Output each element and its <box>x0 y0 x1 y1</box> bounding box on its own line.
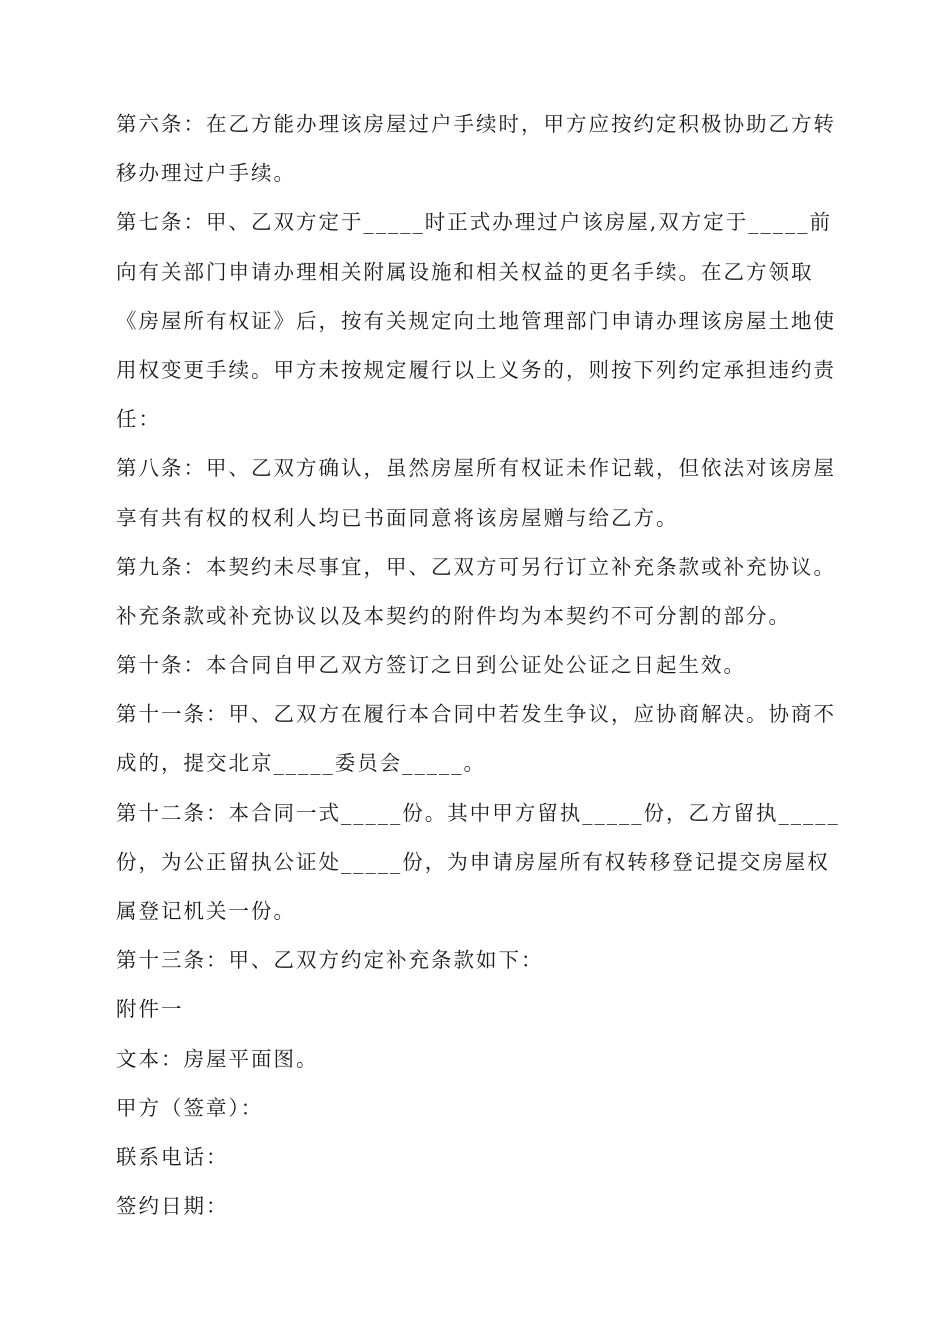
article-9-line-2: 补充条款或补充协议以及本契约的附件均为本契约不可分割的部分。 <box>116 603 791 628</box>
contact-phone: 联系电话： <box>116 1144 229 1169</box>
article-12-line-1: 第十二条：本合同一式_____份。其中甲方留执_____份，乙方留执_____ <box>116 800 840 825</box>
article-11-line-1: 第十一条：甲、乙双方在履行本合同中若发生争议，应协商解决。协商不 <box>116 702 836 727</box>
attachment-heading: 附件一 <box>116 997 184 1022</box>
signing-date: 签约日期： <box>116 1194 229 1219</box>
article-7-line-3: 《房屋所有权证》后，按有关规定向土地管理部门申请办理该房屋土地使 <box>116 308 836 333</box>
article-7-line-4: 用权变更手续。甲方未按规定履行以上义务的，则按下列约定承担违约责 <box>116 357 836 382</box>
article-7-line-2: 向有关部门申请办理相关附属设施和相关权益的更名手续。在乙方领取 <box>116 259 814 284</box>
article-9-line-1: 第九条：本契约未尽事宜，甲、乙双方可另行订立补充条款或补充协议。 <box>116 554 836 579</box>
article-8-line-2: 享有共有权的权利人均已书面同意将该房屋赠与给乙方。 <box>116 505 679 530</box>
party-a-signature: 甲方（签章）： <box>116 1095 264 1120</box>
attachment-text: 文本：房屋平面图。 <box>116 1046 319 1071</box>
article-6-line-2: 移办理过户手续。 <box>116 161 296 186</box>
document-body <box>116 100 840 1231</box>
article-13-line-1: 第十三条：甲、乙双方约定补充条款如下： <box>116 948 544 973</box>
article-8-line-1: 第八条：甲、乙双方确认，虽然房屋所有权证未作记载，但依法对该房屋 <box>116 456 836 481</box>
article-7-line-5: 任： <box>116 407 161 432</box>
article-6-line-1: 第六条：在乙方能办理该房屋过户手续时，甲方应按约定积极协助乙方转 <box>116 112 836 136</box>
article-12-line-2: 份，为公正留执公证处_____份，为申请房屋所有权转移登记提交房屋权 <box>116 849 830 874</box>
article-11-line-2: 成的，提交北京_____委员会_____。 <box>116 751 486 776</box>
article-7-line-1: 第七条：甲、乙双方定于_____时正式办理过户该房屋,双方定于_____前 <box>116 210 833 235</box>
article-12-line-3: 属登记机关一份。 <box>116 899 296 923</box>
article-10-line-1: 第十条：本合同自甲乙双方签订之日到公证处公证之日起生效。 <box>116 653 746 678</box>
